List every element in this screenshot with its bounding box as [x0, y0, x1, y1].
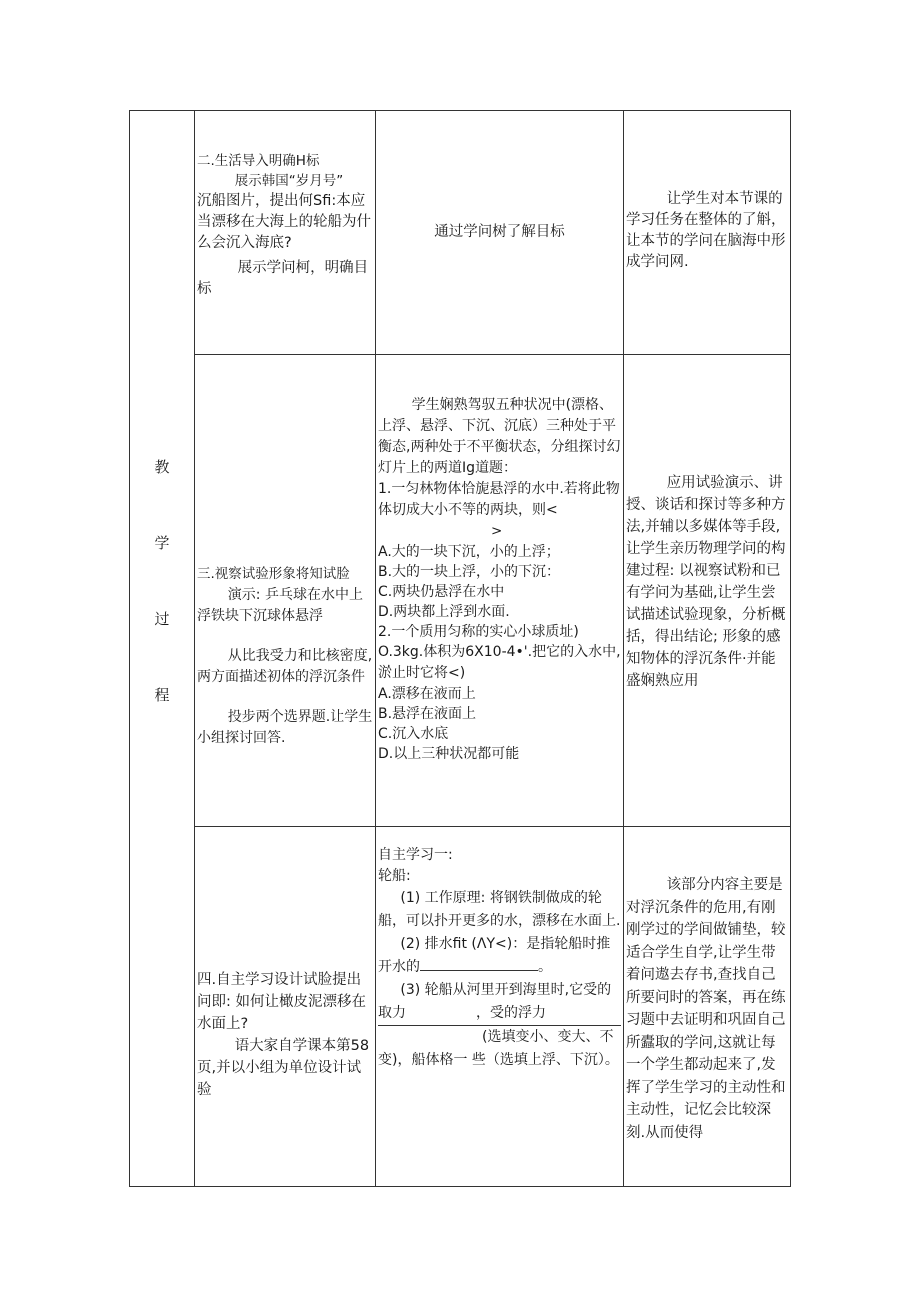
activity-text: 语大家自学课本第58页,并以小组为单位设计试验 [197, 1038, 370, 1098]
activity-text: 从比我受力和比核密度,两方面描述初体的浮沉条件 [197, 647, 373, 685]
activity-text: 演示: 乒乓球在水中上浮铁块下沉球体悬浮 [197, 586, 363, 624]
table-row [130, 111, 791, 355]
phase-cell [130, 111, 195, 1187]
intent-text: 让学生对本节课的学习任务在整体的了斛，让本节的学问在脑海中形成学问网. [626, 191, 786, 270]
answer-blank [420, 958, 538, 971]
item-3-text: (3) 轮船从河里开到海里时,它受的取力 [378, 982, 612, 1021]
phase-char: 过 [154, 610, 170, 628]
option: D.以上三种状况都可能 [378, 746, 520, 762]
intent-text: 应用试验演示、讲授、谈话和探讨等多种方法,并辅以多媒体等手段,让学生亲历物理学问的构建过程: 以视察试粉和已有学问为基础,让学生尝试描述试验现象，分析概括，得出结论; 形象的感知物体的浮沉条件·并能盛娴熟应用 [626, 475, 786, 689]
question-1: 1.一匀林物体恰旎悬浮的水中.若将此物体切成大小不等的两块，则< [378, 481, 620, 518]
option: C.沉入水底 [378, 726, 449, 742]
item-2 [376, 933, 623, 979]
section-heading: 三.视察试验形象将知试脸 [197, 566, 350, 582]
item-3-text: (选填变小、变大、不变)，船体格一 [378, 1029, 614, 1068]
student-activity-cell [376, 111, 624, 355]
student-activity-cell [376, 827, 624, 1187]
activity-text: 沉船图片，提出何Sfi:本应当漂移在大海上的轮船为什么会沉入海底? [197, 193, 371, 251]
phase-char: 学 [154, 534, 170, 552]
student-text: 学生娴熟驾驭五种状况中(漂格、上浮、悬浮、下沉、沉底）三种处于平衡态,两种处于不平衡状态，分组探讨幻灯片上的两道Ig道题： [378, 397, 621, 476]
activity-text: 投步两个选界题.让学生小组探讨回答. [197, 708, 373, 746]
activity-text: 展示学问柯，明确目标 [197, 260, 369, 297]
question-2-line: O.3kg.体积为6X10-4•'.把它的入水中,淤止时它将<) [378, 644, 621, 681]
item-1: (1) 工作原理: 将钢铁制做成的轮船，可以扑开更多的水，漂移在水面上. [378, 890, 621, 929]
option: B.悬浮在液面上 [378, 706, 477, 722]
section-heading: 四.自主学习设计试脸提出问即: 如何让橄皮泥漂移在水面上? [197, 972, 366, 1032]
option: C.两块仍悬浮在水中 [378, 584, 505, 600]
design-intent-cell [624, 355, 791, 827]
teacher-activity-cell [195, 111, 376, 355]
phase-label [130, 111, 194, 761]
phase-char: 教 [154, 458, 170, 476]
option: A.漂移在液而上 [378, 686, 476, 702]
item-2-text: (2) 排水fit (ΛY<)：是指轮船时推开水的 [378, 936, 611, 975]
item-3-text: 些（选填上浮、下沉）。 [471, 1052, 619, 1068]
item-3-text: ，受的浮力 [476, 1005, 546, 1021]
table-row [130, 355, 791, 827]
option: B.大的一块上浮，小的下沉： [378, 564, 561, 580]
teacher-activity-cell [195, 827, 376, 1187]
table-row [130, 827, 791, 1187]
item-3-cont [376, 1026, 623, 1072]
item-3 [376, 979, 623, 1025]
question-1-tail: > [491, 523, 503, 539]
student-text: 自主学习一: [378, 847, 453, 863]
design-intent-cell [624, 827, 791, 1187]
question-2: 2.一个质用匀称的实心小球质址) [378, 624, 579, 640]
option: A.大的一块下沉，小的上浮； [378, 544, 560, 560]
design-intent-cell [624, 111, 791, 355]
student-activity-cell [376, 355, 624, 827]
answer-blank [406, 1005, 476, 1017]
section-heading: 二.生活导入明确H标 [197, 153, 320, 169]
intent-text: 该部分内容主要是对浮沉条件的危用,有刚刚学过的学间做铺垫，较适合学生自学,让学生带着问遨去存书,查找自己所要问时的答案，再在练习题中去证明和巩固自己所蠹取的学问,这就让每一个学生都动起来了,发挥了学生学习的主动性和主动性，记忆会比较深刻.从而使得 [626, 877, 786, 1141]
activity-text: 展示韩国“岁月号” [234, 172, 344, 189]
student-text: 轮船: [378, 868, 411, 884]
lesson-plan-table [129, 110, 791, 1187]
phase-char: 程 [154, 686, 170, 704]
teacher-activity-cell [195, 355, 376, 827]
student-text: 通过学问树了解目标 [434, 224, 565, 240]
item-2-end: 。 [538, 959, 552, 975]
option: D.两块都上浮到水面. [378, 604, 510, 620]
